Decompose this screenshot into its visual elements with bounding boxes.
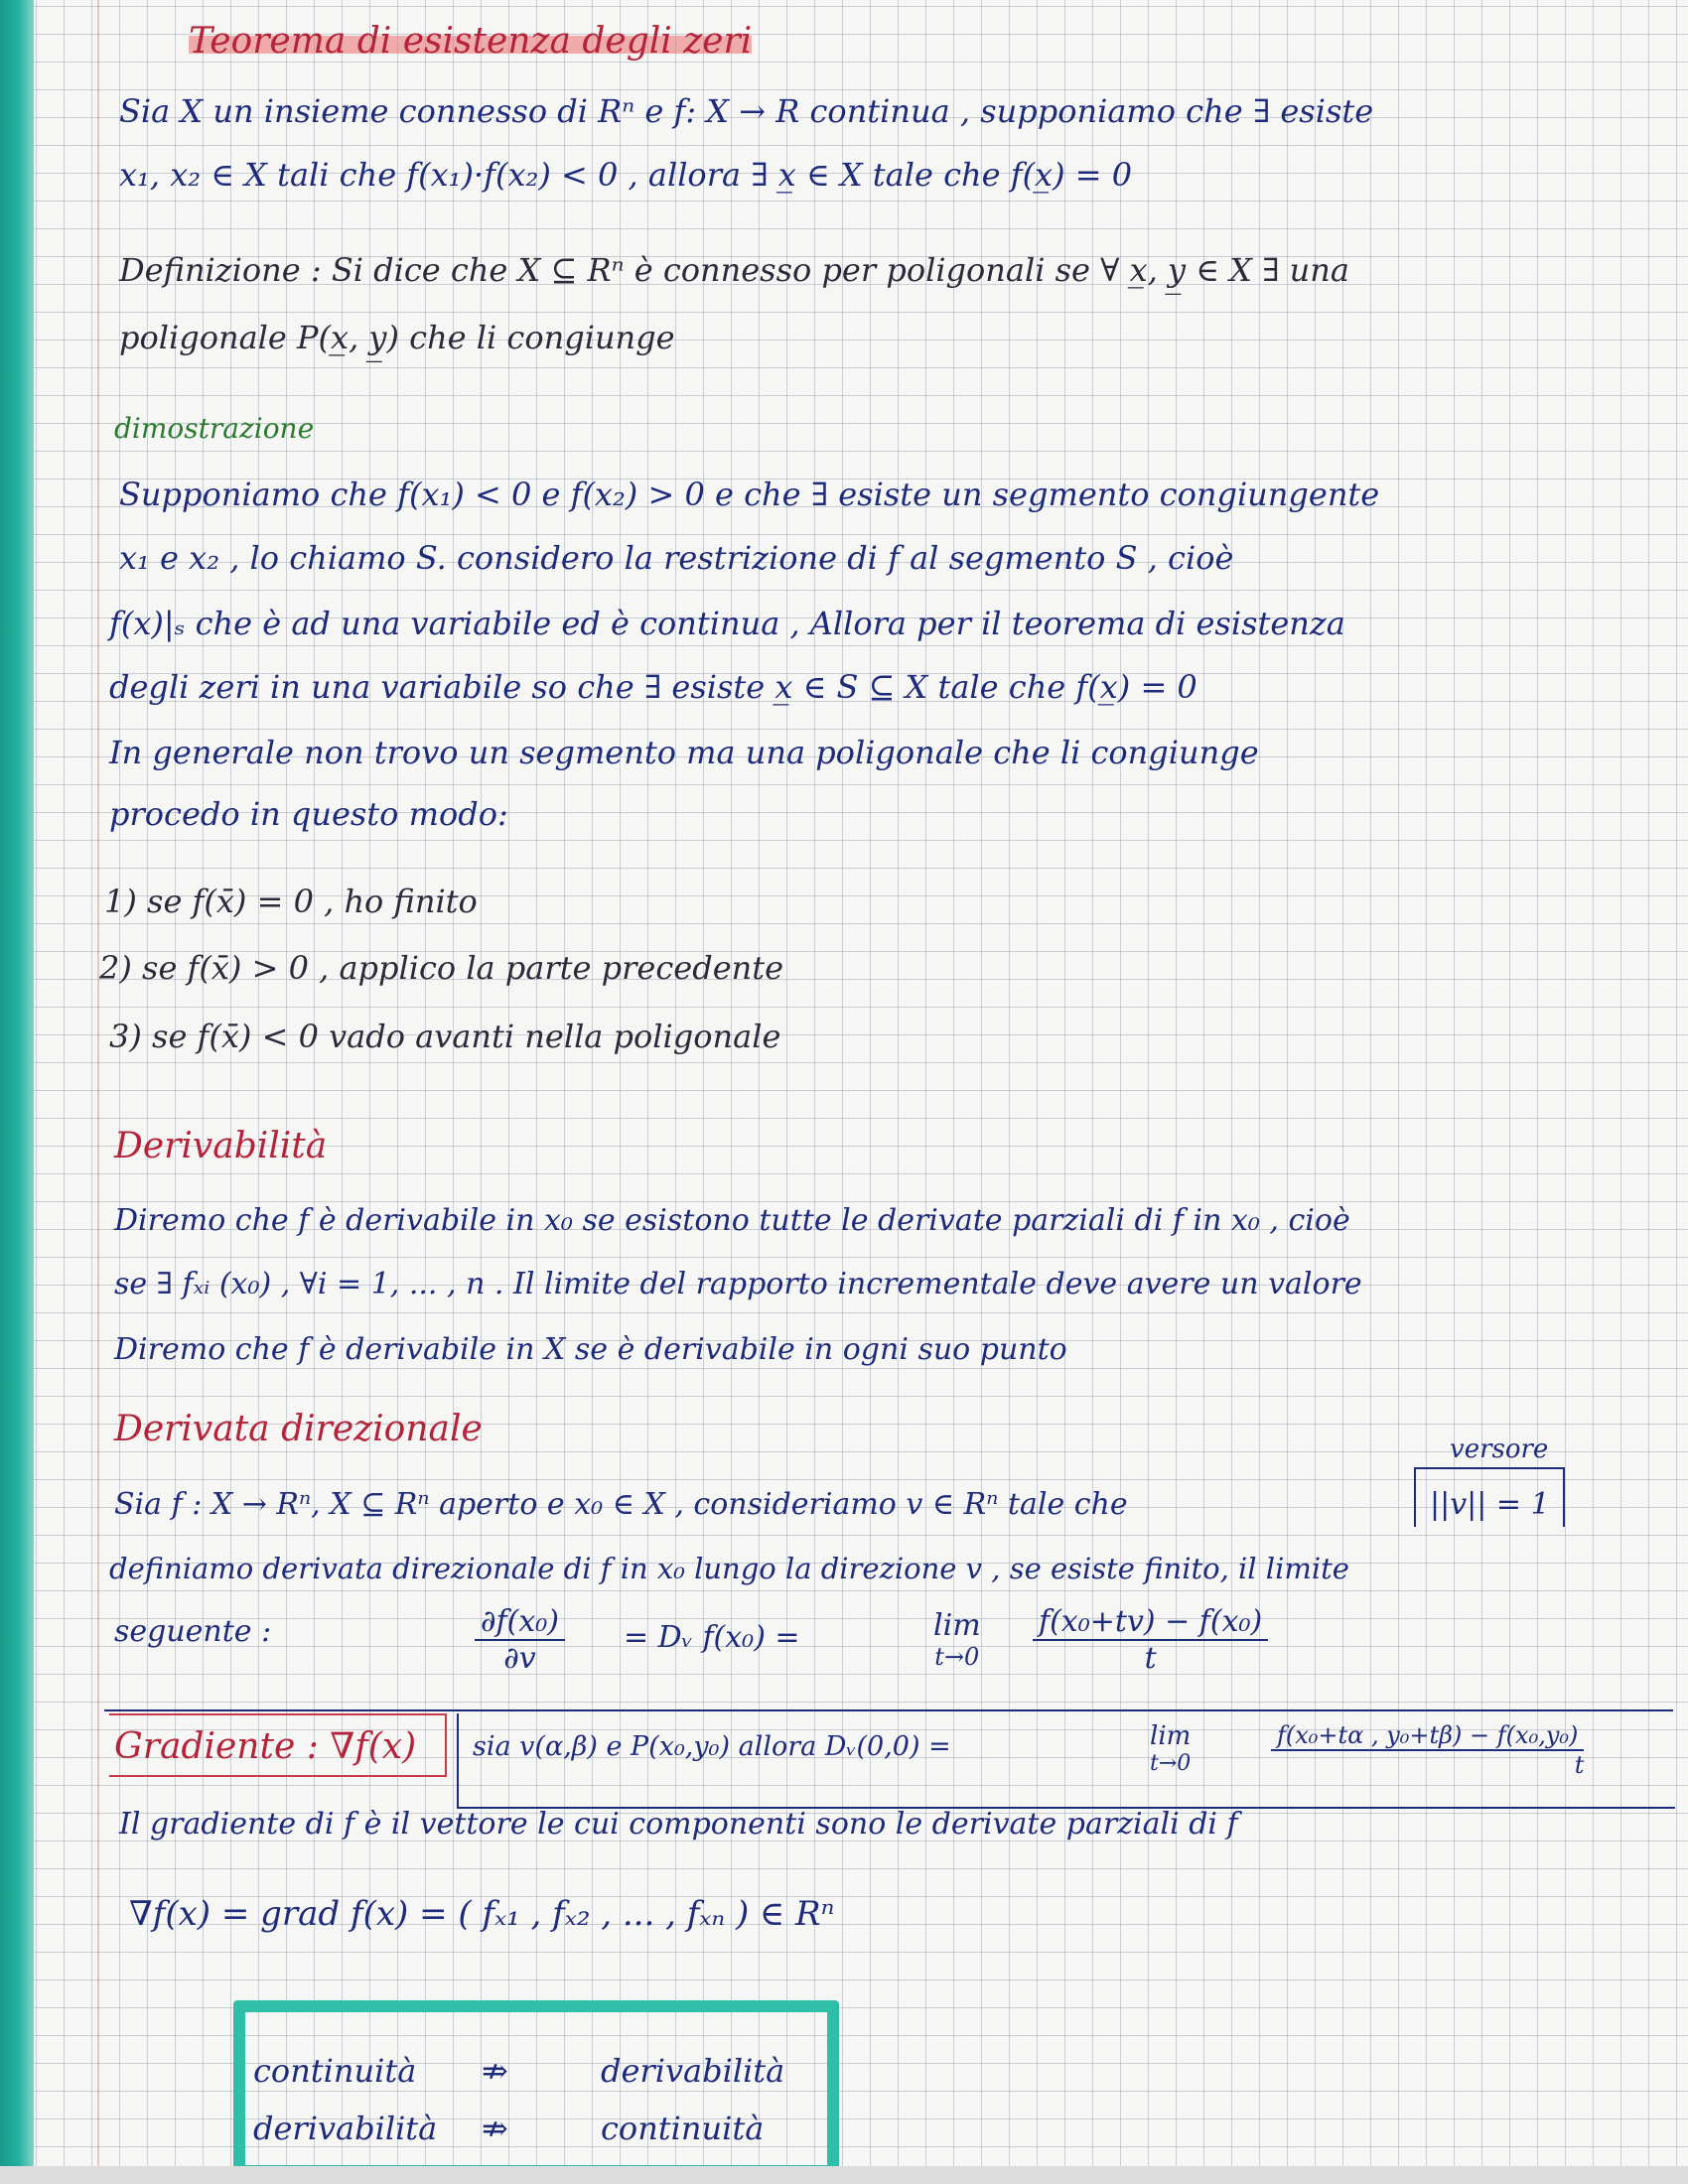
gradient-formula: ∇f(x) = grad f(x) = ( fₓ₁ , fₓ₂ , ... , fₓₙ ) ∈ Rⁿ [129,1894,835,1934]
page-bottom-edge [0,2166,1688,2184]
versore-label: versore [1450,1434,1549,1464]
definition-line-2: poligonale P(x̲, y̲) che li congiunge [119,319,675,356]
gradient-label: Gradiente : ∇f(x) [114,1726,417,1767]
definition-line-1: Definizione : Si dice che X ⊆ Rⁿ è connesso per poligonali se ∀ x̲, y̲ ∈ X ∃ una [119,251,1349,289]
proof-line-4: degli zeri in una variabile so che ∃ esiste x̲ ∈ S ⊆ X tale che f(x̲) = 0 [109,668,1197,706]
formula-lhs-fraction [475,1604,565,1676]
proof-label: dimostrazione [114,412,315,445]
derivability-line-2: se ∃ fₓᵢ (x₀) , ∀i = 1, ... , n . Il limite del rapporto incrementale deve avere un valore [114,1267,1362,1301]
formula-rhs-num: f(x₀+tv) − f(x₀) [1033,1604,1268,1641]
notebook-binding [0,0,34,2184]
proof-step-1: 1) se f(x̄) = 0 , ho finito [104,883,478,920]
directional-title: Derivata direzionale [114,1409,483,1449]
formula-mid: = Dᵥ f(x₀) = [624,1620,800,1655]
formula-lim-bot: t→0 [934,1643,980,1671]
directional-line-2: definiamo derivata direzionale di f in x₀ lungo la direzione v , se esiste finito, il limite [109,1552,1349,1585]
summary-row1-arrow: ⇏ [482,2052,508,2090]
formula-lhs-den: ∂v [503,1641,536,1676]
directional-line-3: seguente : [114,1614,272,1649]
directional-line-1: Sia f : X → Rⁿ, X ⊆ Rⁿ aperto e x₀ ∈ X , consideriamo v ∈ Rⁿ tale che [114,1487,1128,1522]
gradient-aside-lim: lim [1150,1721,1192,1751]
formula-limit [933,1608,981,1671]
proof-line-5: In generale non trovo un segmento ma una poligonale che li congiunge [109,734,1259,771]
formula-lhs-num: ∂f(x₀) [475,1604,565,1641]
proof-line-1: Supponiamo che f(x₁) < 0 e f(x₂) > 0 e che ∃ esiste un segmento congiungente [119,476,1380,513]
proof-step-2: 2) se f(x̄) > 0 , applico la parte precedente [99,949,784,987]
formula-rhs-den: t [1144,1641,1157,1676]
derivability-line-1: Diremo che f è derivabile in x₀ se esistono tutte le derivate parziali di f in x₀ , cioè [114,1203,1350,1238]
gradient-aside-limit [1150,1721,1191,1776]
gradient-aside-den: t [1574,1751,1585,1779]
proof-line-2: x₁ e x₂ , lo chiamo S. considero la restrizione di f al segmento S , cioè [119,539,1234,577]
formula-rhs-fraction [1033,1604,1268,1676]
theorem-line-1: Sia X un insieme connesso di Rⁿ e f: X → R continua , supponiamo che ∃ esiste [119,92,1374,130]
margin-line [97,0,99,2184]
gradient-aside-fraction [1271,1721,1584,1779]
summary-row1-right: derivabilità [601,2052,785,2090]
theorem-line-2: x₁, x₂ ∈ X tali che f(x₁)·f(x₂) < 0 , allora ∃ x̲ ∈ X tale che f(x̲) = 0 [119,156,1133,194]
gradient-aside-limsub: t→0 [1150,1751,1192,1776]
versore-norm: ||v|| = 1 [1430,1487,1550,1522]
proof-step-3: 3) se f(x̄) < 0 vado avanti nella poligonale [109,1018,781,1055]
proof-line-6: procedo in questo modo: [109,795,508,833]
summary-row2-arrow: ⇏ [482,2110,508,2147]
summary-row2-right: continuità [601,2110,765,2147]
formula-lim-top: lim [933,1608,981,1643]
theorem-title: Teorema di esistenza degli zeri [189,21,753,62]
proof-line-3: f(x)|ₛ che è ad una variabile ed è continua , Allora per il teorema di esistenza [109,605,1345,642]
gradient-aside-num: f(x₀+tα , y₀+tβ) − f(x₀,y₀) [1271,1721,1584,1751]
gradient-aside: sia v(α,β) e P(x₀,y₀) allora Dᵥ(0,0) = [473,1731,951,1762]
summary-row2-left: derivabilità [253,2110,438,2147]
derivability-title: Derivabilità [114,1126,328,1166]
section-divider [104,1709,1673,1711]
derivability-line-3: Diremo che f è derivabile in X se è derivabile in ogni suo punto [114,1332,1067,1367]
gradient-definition: Il gradiente di f è il vettore le cui componenti sono le derivate parziali di f [119,1807,1238,1842]
summary-row1-left: continuità [253,2052,417,2090]
